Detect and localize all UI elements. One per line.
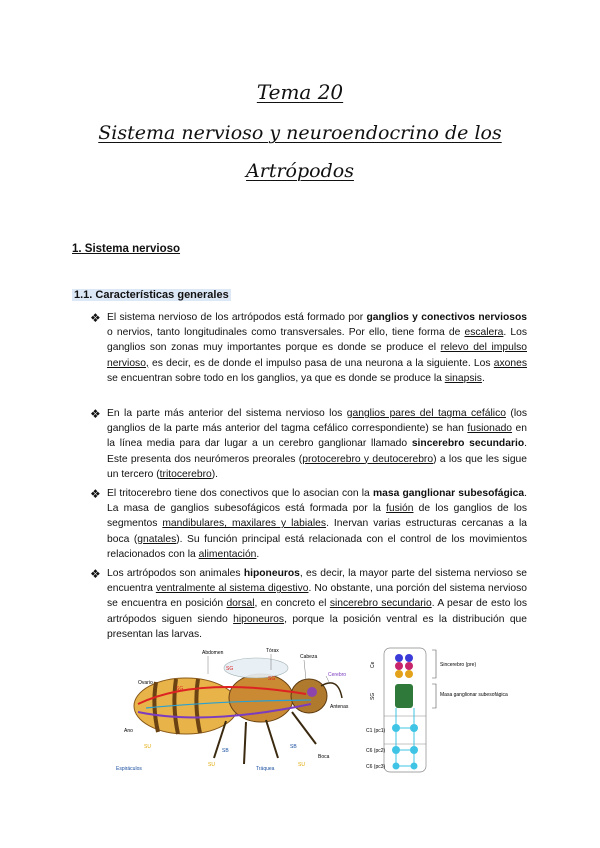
label-c1: C1 (pc1): [366, 728, 386, 734]
title-line-1: Sistema nervioso y neuroendocrino de los: [98, 122, 502, 144]
label-masa-ganglionar: Masa ganglionar subesofágica: [440, 692, 508, 698]
label-antenas: Antenas: [330, 704, 349, 710]
paragraph-2: En la parte más anterior del sistema nervioso los ganglios pares del tagma cefálico (los ganglios de la parte más anterior del tagma cefálico correspondiente) se han fusionado en la línea media para dar lugar a un cerebro ganglionar llamado sincerebro secundario. Este presenta dos neurómeros preorales (protocerebro y deutocerebro) a los que les sigue un tercero (tritocerebro).: [107, 408, 527, 480]
label-abdomen: Abdomen: [202, 650, 224, 656]
title-line-2: Artrópodos: [246, 160, 354, 182]
label-su-3: SU: [298, 762, 305, 768]
label-sincerebro: Sincerebro (pre): [440, 662, 477, 668]
label-su-1: SU: [144, 744, 151, 750]
bullet-icon: ❖: [90, 567, 101, 581]
label-boca: Boca: [318, 754, 330, 760]
bullet-icon: ❖: [90, 311, 101, 325]
label-ce: Ce: [370, 661, 376, 668]
label-sg-2: SG: [268, 676, 276, 682]
label-c6-b: C6 (pc3): [366, 764, 386, 770]
label-cerebro: Cerebro: [328, 672, 347, 678]
label-ovario: Ovario: [138, 680, 153, 686]
bee-anatomy-figure: [116, 646, 356, 774]
bullet-icon: ❖: [90, 407, 101, 421]
subsection-heading: 1.1. Características generales: [74, 289, 229, 301]
bullet-icon: ❖: [90, 487, 101, 501]
label-sg: SG: [370, 692, 376, 700]
nervous-system-scheme: [366, 646, 516, 774]
label-espiraculos: Espiráculos: [116, 766, 142, 772]
paragraph-4: Los artrópodos son animales hiponeuros, es decir, la mayor parte del sistema nervioso se encuentra ventralmente al sistema digestivo. No obstante, una porción del sistema nervioso se encuentra en posición dorsal, en concreto el sincerebro secundario. A pesar de esto los artrópodos siguen siendo hiponeuros, porque la posición ventral es la distribución que presentan las larvas.: [107, 568, 528, 640]
label-sb-1: SB: [222, 748, 229, 754]
paragraph-3: El tritocerebro tiene dos conectivos que lo asocian con la masa ganglionar subesofágica. La masa de ganglios subesofágicos está formada por la fusión de los ganglios de los segmentos mandibulares, maxilares y labiales. Inervan varias estructuras cercanas a la boca (gnatales). Su función principal está relacionada con el control de los movimientos relacionados con la alimentación.: [107, 488, 527, 560]
label-torax: Tórax: [266, 648, 279, 654]
label-su-2: SU: [208, 762, 215, 768]
label-traquea: Tráquea: [256, 766, 275, 772]
label-sg-1: SG: [226, 666, 234, 672]
label-c6-a: C6 (pc2): [366, 748, 386, 754]
label-cabeza: Cabeza: [300, 654, 318, 660]
label-sg-3: SG: [176, 686, 184, 692]
label-sb-2: SB: [290, 744, 297, 750]
paragraph-1: El sistema nervioso de los artrópodos está formado por ganglios y conectivos nerviosos o nervios, tanto longitudinales como transversales. Por ello, tiene forma de escalera. Los ganglios son zonas muy importantes porque es donde se produce el relevo del impulso nervioso, es decir, es de donde el impulso pasa de una neurona a la siguiente. Los axones se encuentran sobre todo en los ganglios, ya que es donde se produce la sinapsis.: [107, 312, 527, 384]
tema-number: Tema 20: [256, 80, 344, 104]
section-heading: 1. Sistema nervioso: [72, 243, 181, 255]
label-ano: Ano: [124, 728, 133, 734]
